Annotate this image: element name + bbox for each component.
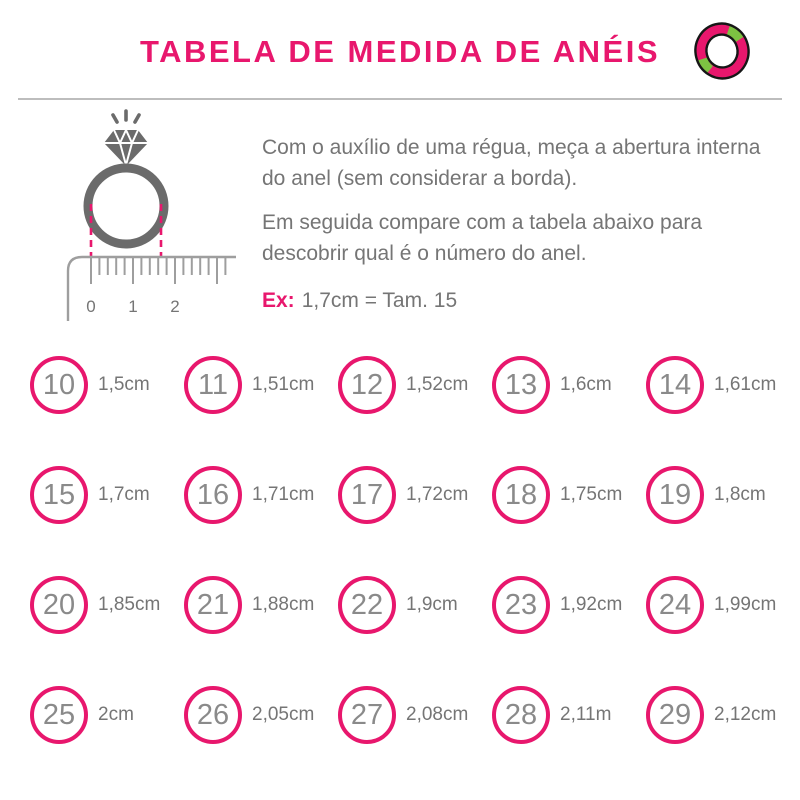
size-circle: 21 bbox=[184, 576, 242, 634]
size-circle: 26 bbox=[184, 686, 242, 744]
size-circle: 28 bbox=[492, 686, 550, 744]
ring-size-cell bbox=[338, 462, 492, 528]
ring-size-cell bbox=[30, 682, 184, 748]
ring-size-cell bbox=[30, 572, 184, 638]
size-circle: 16 bbox=[184, 466, 242, 524]
ring-size-cell bbox=[492, 352, 646, 418]
ruler-label-2: 2 bbox=[170, 297, 180, 316]
ring-size-cell bbox=[184, 682, 338, 748]
size-measure: 1,92cm bbox=[560, 594, 623, 615]
size-measure: 2cm bbox=[98, 704, 134, 725]
size-measure: 1,61cm bbox=[714, 374, 777, 395]
size-measure: 1,6cm bbox=[560, 374, 612, 395]
size-measure: 1,9cm bbox=[406, 594, 458, 615]
ring-size-cell bbox=[338, 572, 492, 638]
ring-measure-illustration bbox=[58, 108, 240, 323]
example-line bbox=[262, 285, 762, 316]
example-label: Ex: bbox=[262, 289, 295, 312]
ring-size-cell bbox=[184, 352, 338, 418]
size-measure: 1,52cm bbox=[406, 374, 469, 395]
size-circle: 17 bbox=[338, 466, 396, 524]
page-title: TABELA DE MEDIDA DE ANÉIS bbox=[139, 34, 661, 69]
size-measure: 2,11m bbox=[560, 704, 612, 725]
ring-size-cell bbox=[338, 352, 492, 418]
intro-section bbox=[0, 100, 800, 328]
size-measure: 1,75cm bbox=[560, 484, 623, 505]
ring-size-cell bbox=[646, 682, 800, 748]
size-circle: 20 bbox=[30, 576, 88, 634]
ring-size-cell bbox=[492, 572, 646, 638]
ring-logo-icon bbox=[692, 20, 752, 83]
ring-size-cell bbox=[646, 352, 800, 418]
size-circle: 11 bbox=[184, 356, 242, 414]
size-measure: 1,51cm bbox=[252, 374, 315, 395]
instruction-paragraph-1: Com o auxílio de uma régua, meça a abertura interna do anel (sem considerar a borda). bbox=[262, 136, 761, 190]
size-circle: 27 bbox=[338, 686, 396, 744]
size-measure: 1,85cm bbox=[98, 594, 161, 615]
ruler-label-1: 1 bbox=[128, 297, 138, 316]
size-measure: 1,8cm bbox=[714, 484, 766, 505]
ring-size-cell bbox=[184, 462, 338, 528]
ring-size-cell bbox=[184, 572, 338, 638]
ring-size-cell bbox=[646, 462, 800, 528]
size-circle: 13 bbox=[492, 356, 550, 414]
ring-size-cell bbox=[338, 682, 492, 748]
size-circle: 14 bbox=[646, 356, 704, 414]
size-circle: 29 bbox=[646, 686, 704, 744]
ring-size-cell bbox=[30, 352, 184, 418]
size-measure: 1,71cm bbox=[252, 484, 315, 505]
ruler-ticks bbox=[91, 258, 225, 284]
instructions bbox=[262, 108, 762, 316]
size-circle: 15 bbox=[30, 466, 88, 524]
ring-band bbox=[88, 168, 164, 244]
ring-size-cell bbox=[646, 572, 800, 638]
size-circle: 19 bbox=[646, 466, 704, 524]
size-circle: 10 bbox=[30, 356, 88, 414]
size-circle: 23 bbox=[492, 576, 550, 634]
size-measure: 1,72cm bbox=[406, 484, 469, 505]
size-measure: 1,99cm bbox=[714, 594, 777, 615]
size-measure: 1,7cm bbox=[98, 484, 150, 505]
size-measure: 2,12cm bbox=[714, 704, 777, 725]
header bbox=[18, 0, 782, 100]
ruler-label-0: 0 bbox=[86, 297, 96, 316]
size-measure: 2,05cm bbox=[252, 704, 315, 725]
ring-size-cell bbox=[492, 462, 646, 528]
size-circle: 24 bbox=[646, 576, 704, 634]
sparkle-icon bbox=[113, 111, 139, 122]
size-circle: 25 bbox=[30, 686, 88, 744]
ring-size-cell bbox=[30, 462, 184, 528]
size-measure: 1,88cm bbox=[252, 594, 315, 615]
size-circle: 12 bbox=[338, 356, 396, 414]
size-circle: 22 bbox=[338, 576, 396, 634]
instruction-paragraph-2: Em seguida compare com a tabela abaixo para descobrir qual é o número do anel. bbox=[262, 211, 703, 265]
diamond-icon bbox=[104, 130, 148, 166]
size-circle: 18 bbox=[492, 466, 550, 524]
ring-size-cell bbox=[492, 682, 646, 748]
example-text: 1,7cm = Tam. 15 bbox=[301, 289, 458, 312]
size-measure: 1,5cm bbox=[98, 374, 150, 395]
ring-size-table bbox=[0, 352, 800, 748]
size-measure: 2,08cm bbox=[406, 704, 469, 725]
